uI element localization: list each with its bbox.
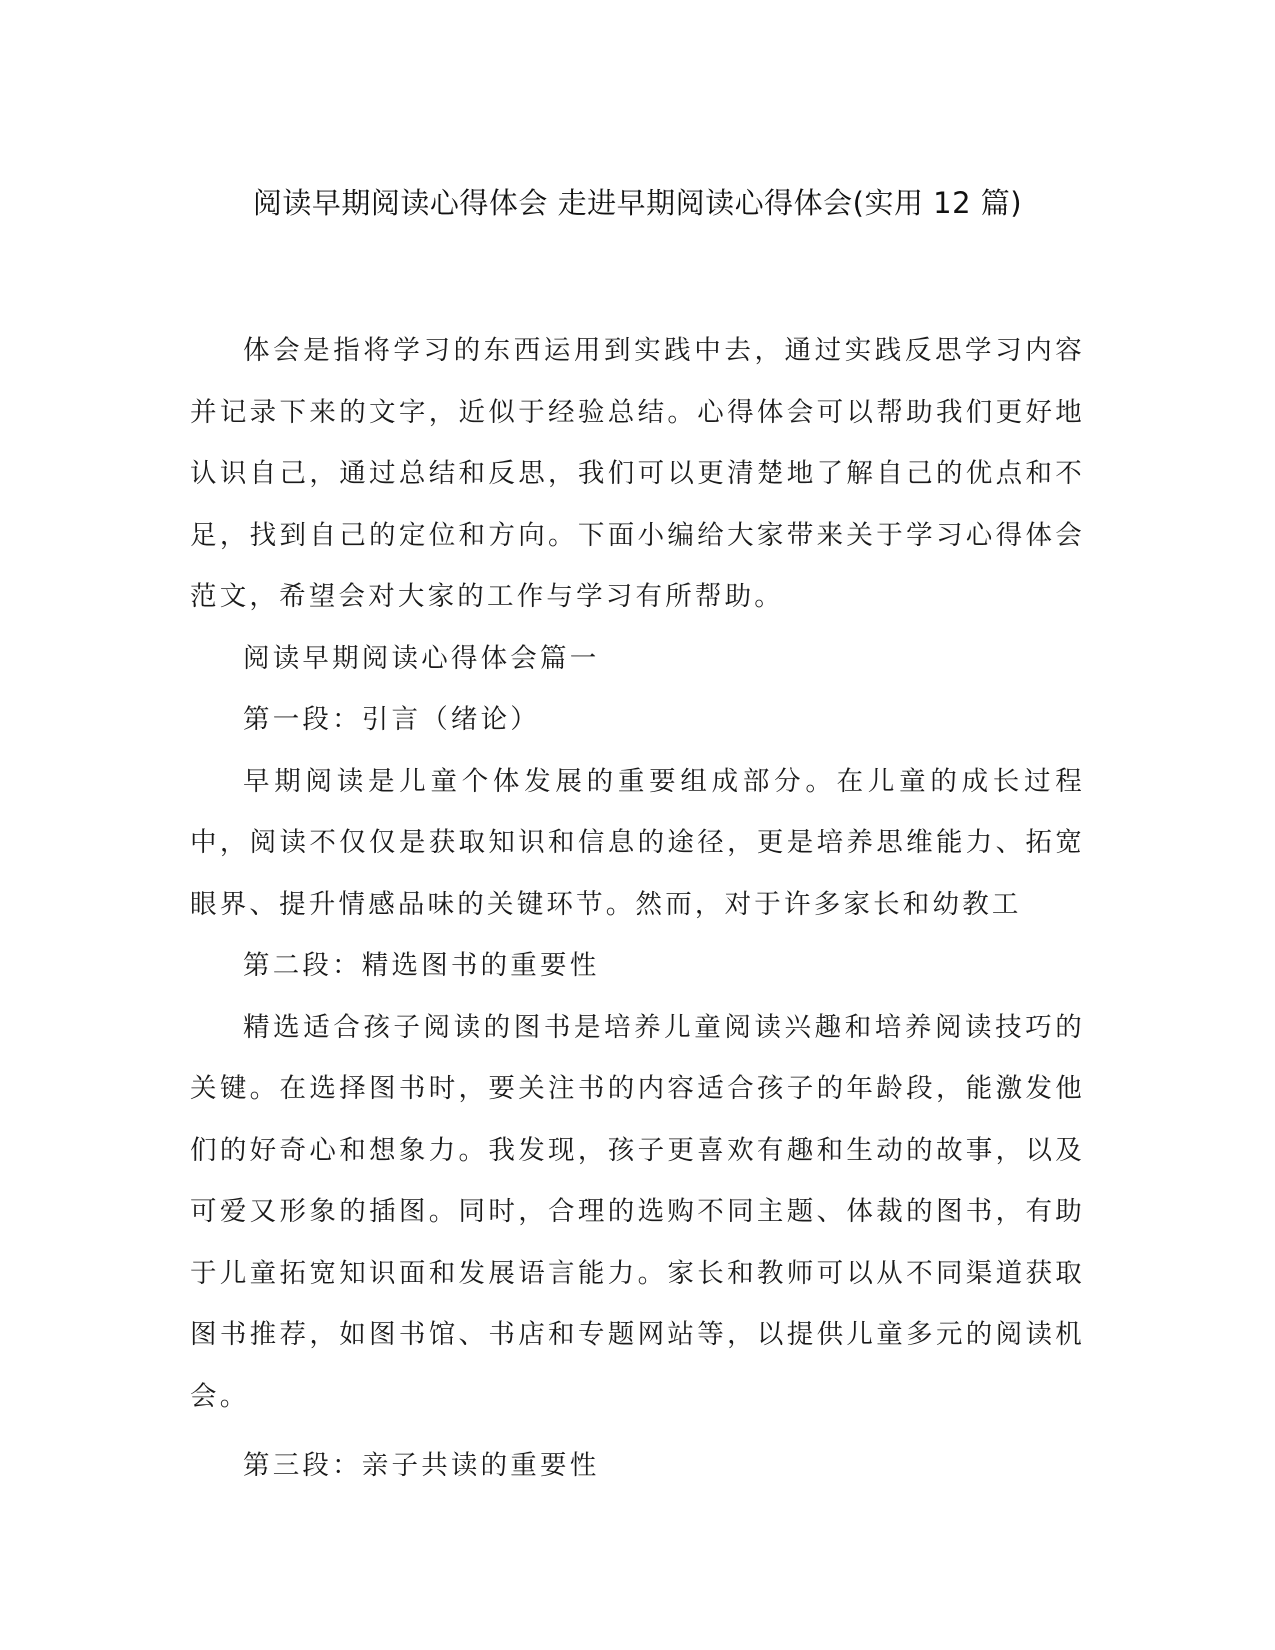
document-title: 阅读早期阅读心得体会 走进早期阅读心得体会(实用 12 篇) (252, 186, 1023, 220)
intro-paragraph: 体会是指将学习的东西运用到实践中去，通过实践反思学习内容并记录下来的文字，近似于经验总结。心得体会可以帮助我们更好地认识自己，通过总结和反思，我们可以更清楚地了解自己的优点和不足，找到自己的定位和方向。下面小编给大家带来关于学习心得体会范文，希望会对大家的工作与学习有所帮助。 (190, 335, 1085, 612)
section-heading-1: 第一段：引言（绪论） (243, 704, 540, 735)
section-paragraph-1: 早期阅读是儿童个体发展的重要组成部分。在儿童的成长过程中，阅读不仅仅是获取知识和信息的途径，更是培养思维能力、拓宽眼界、提升情感品味的关键环节。然而，对于许多家长和幼教工 (190, 765, 1085, 920)
section-heading-2: 第二段：精选图书的重要性 (243, 950, 600, 981)
section-heading-3: 第三段：亲子共读的重要性 (243, 1450, 600, 1481)
article-heading: 阅读早期阅读心得体会篇一 (243, 642, 600, 674)
document-body (190, 320, 1085, 1497)
section-paragraph-2: 精选适合孩子阅读的图书是培养儿童阅读兴趣和培养阅读技巧的关键。在选择图书时，要关注书的内容适合孩子的年龄段，能激发他们的好奇心和想象力。我发现，孩子更喜欢有趣和生动的故事，以及可爱又形象的插图。同时，合理的选购不同主题、体裁的图书，有助于儿童拓宽知识面和发展语言能力。家长和教师可以从不同渠道获取图书推荐，如图书馆、书店和专题网站等，以提供儿童多元的阅读机会。 (190, 1011, 1085, 1412)
